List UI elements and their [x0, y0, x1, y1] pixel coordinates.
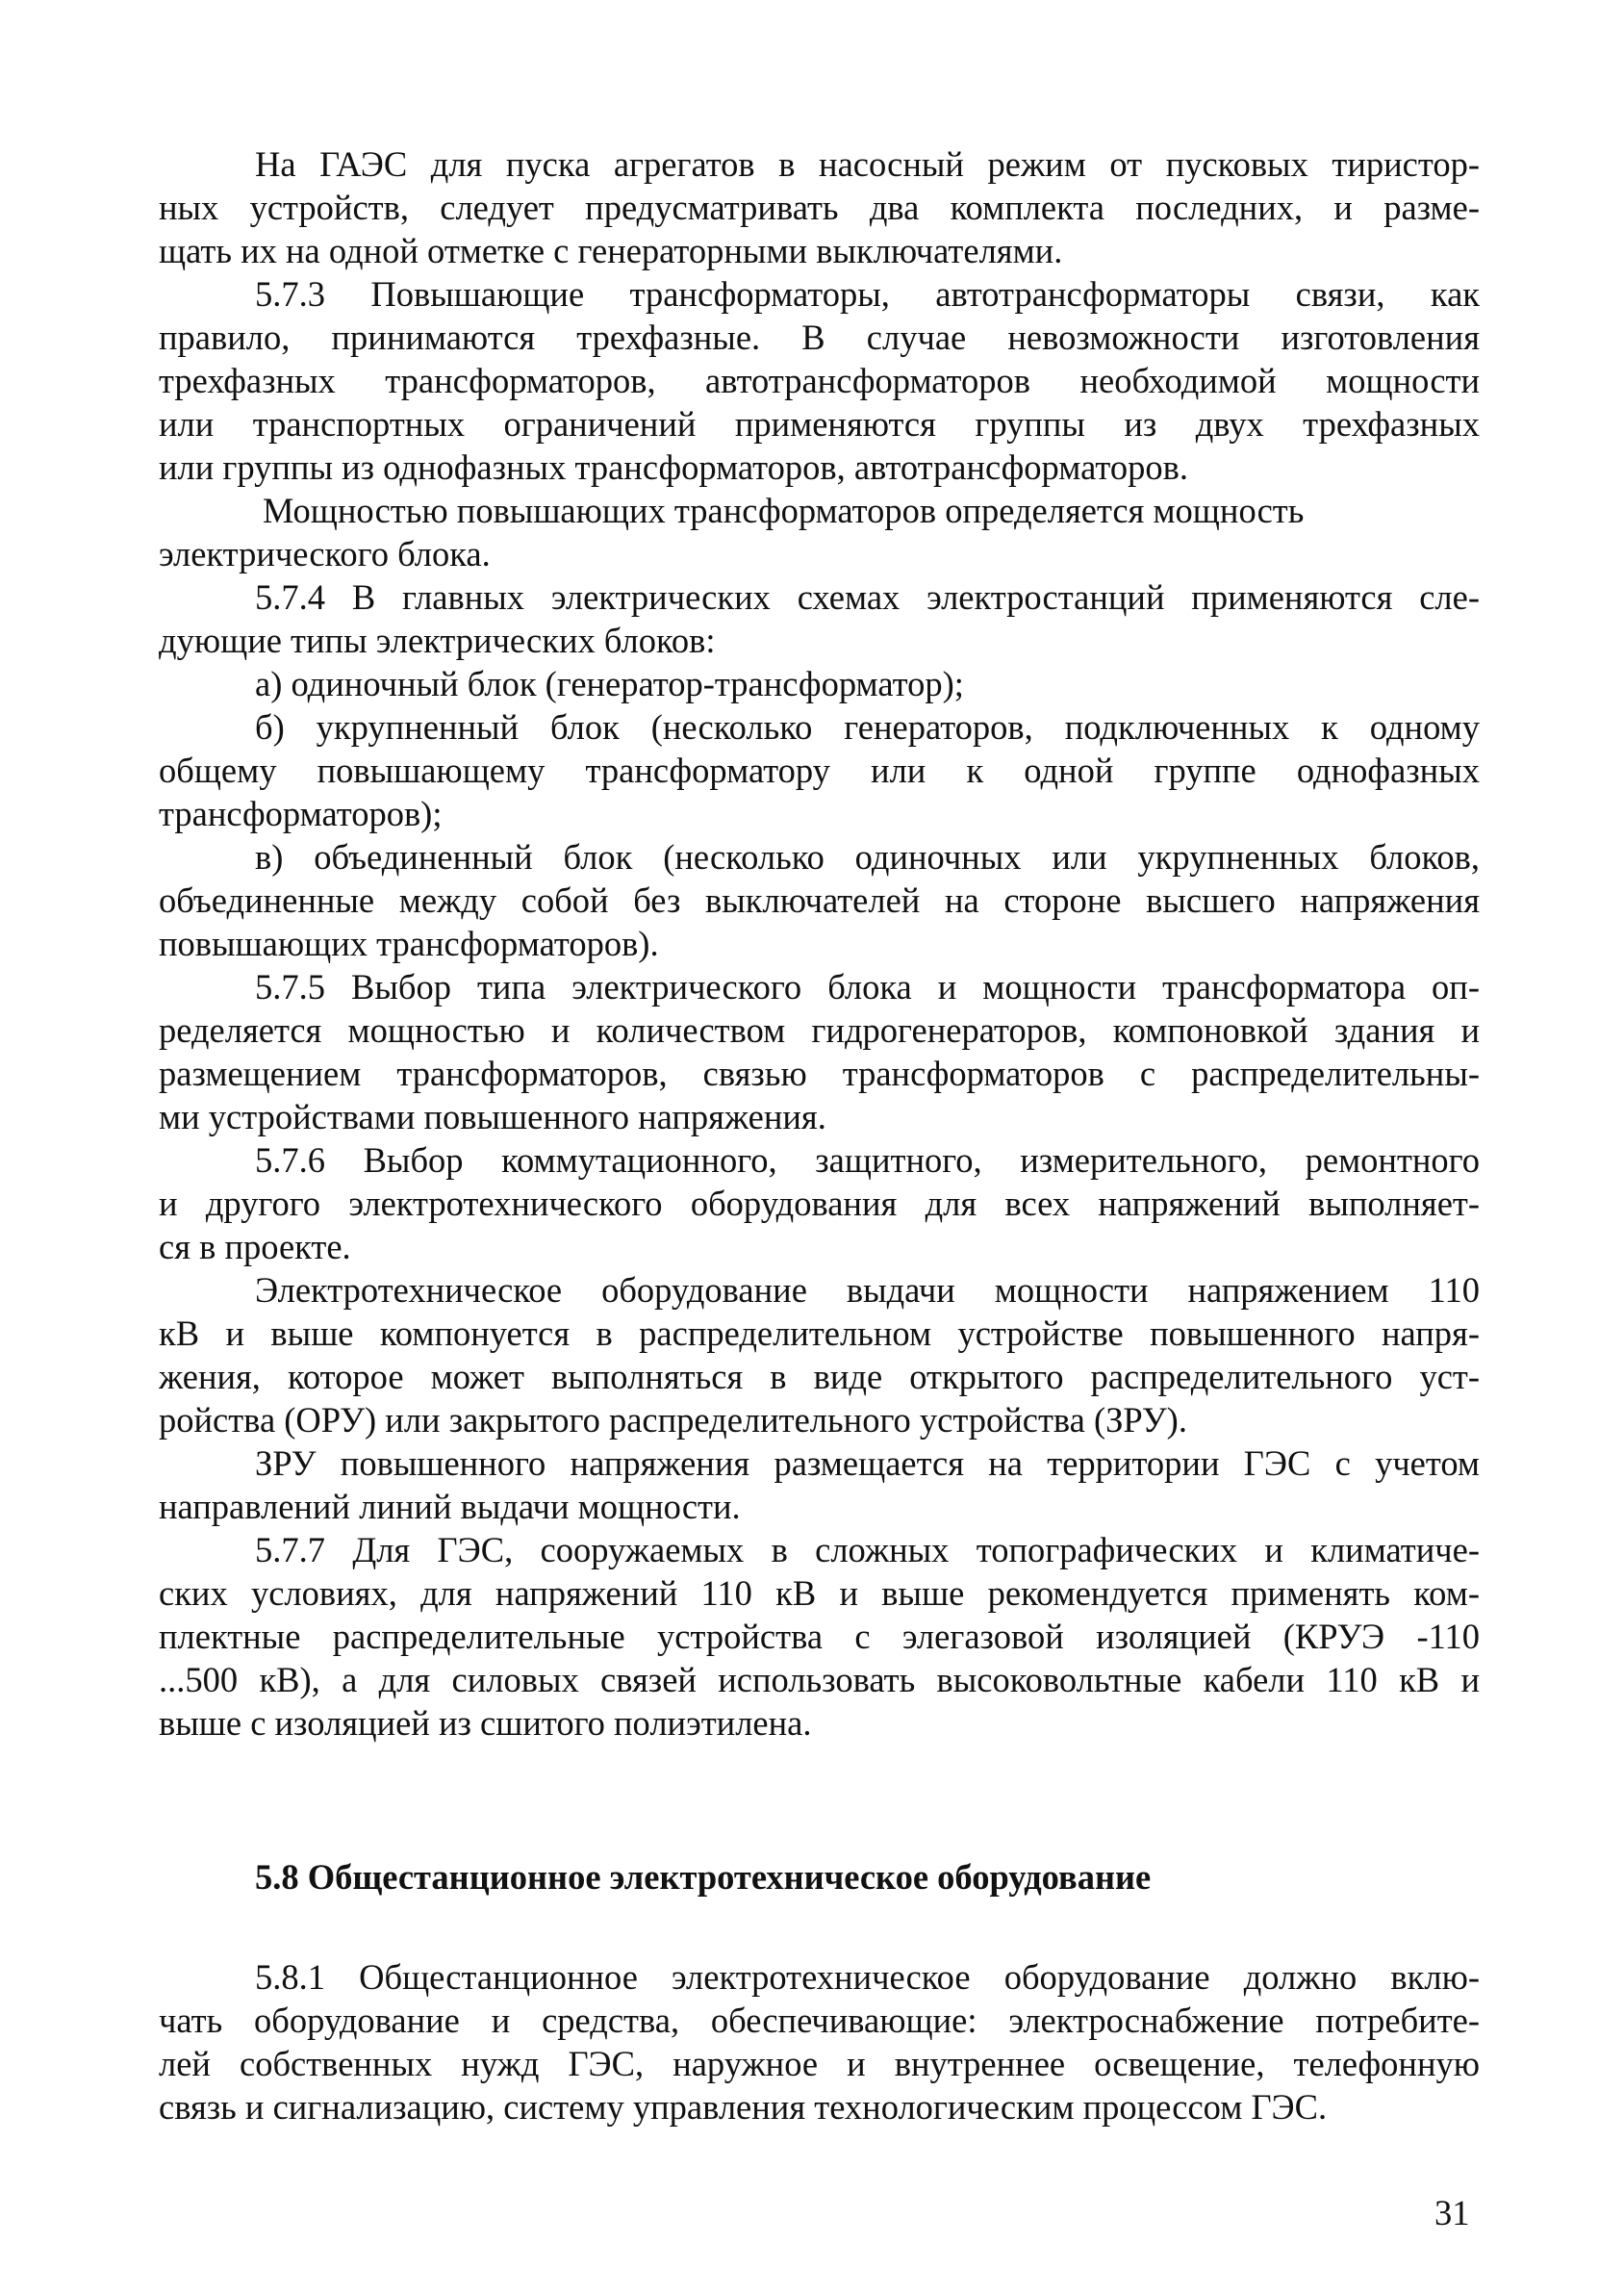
section-heading: 5.8 Общестанционное электротехническое оборудование [255, 1857, 1152, 1897]
text-line: выше с изоляцией из сшитого полиэтилена. [159, 1703, 812, 1743]
list-item: а) одиночный блок (генератор-трансформатор); [255, 664, 964, 703]
text-line: дующие типы электрических блоков: [159, 621, 716, 660]
text-line: ределяется мощностью и количеством гидрогенераторов, компоновкой здания и [159, 1010, 1480, 1050]
text-line: 5.8.1 Общестанционное электротехническое оборудование должно вклю- [255, 1957, 1480, 1997]
text-line: Мощностью повышающих трансформаторов определяется мощность [263, 491, 1305, 530]
text-line: правило, принимаются трехфазные. В случае невозможности изготовления [159, 318, 1480, 357]
text-line: 5.7.3 Повышающие трансформаторы, автотрансформаторы связи, как [255, 274, 1480, 314]
text-line: На ГАЭС для пуска агрегатов в насосный режим от пусковых тиристор- [255, 144, 1480, 184]
text-line: направлений линий выдачи мощности. [159, 1487, 741, 1526]
text-line: или транспортных ограничений применяются группы из двух трехфазных [159, 404, 1480, 444]
text-line: кВ и выше компонуется в распределительном устройстве повышенного напря- [159, 1313, 1480, 1353]
text-line: связь и сигнализацию, систему управления технологическим процессом ГЭС. [159, 2087, 1328, 2127]
text-line: трехфазных трансформаторов, автотрансформаторов необходимой мощности [159, 361, 1480, 400]
list-item: в) объединенный блок (несколько одиночных или укрупненных блоков, [255, 837, 1480, 877]
text-line: лей собственных нужд ГЭС, наружное и внутреннее освещение, телефонную [159, 2044, 1480, 2083]
text-line: жения, которое может выполняться в виде открытого распределительного уст- [159, 1357, 1480, 1396]
text-line: ми устройствами повышенного напряжения. [159, 1097, 826, 1136]
text-line: или группы из однофазных трансформаторов, автотрансформаторов. [159, 447, 1188, 487]
text-line: 5.7.7 Для ГЭС, сооружаемых в сложных топографических и климатиче- [255, 1530, 1480, 1569]
text-line: чать оборудование и средства, обеспечивающие: электроснабжение потребите- [159, 2001, 1480, 2040]
text-line: размещением трансформаторов, связью трансформаторов с распределительны- [159, 1054, 1480, 1093]
text-line: ...500 кВ), а для силовых связей использовать высоковольтные кабели 110 кВ и [159, 1660, 1480, 1699]
text-line: ЗРУ повышенного напряжения размещается на территории ГЭС с учетом [255, 1443, 1480, 1483]
text-line: щать их на одной отметке с генераторными выключателями. [159, 231, 1063, 270]
text-line: ся в проекте. [159, 1227, 351, 1266]
text-line: ройства (ОРУ) или закрытого распределительного устройства (ЗРУ). [159, 1400, 1187, 1440]
text-line: ных устройств, следует предусматривать два комплекта последних, и разме- [159, 188, 1480, 227]
text-line: 5.7.6 Выбор коммутационного, защитного, измерительного, ремонтного [255, 1140, 1480, 1180]
document-body [159, 142, 1480, 1745]
page-number: 31 [1434, 2193, 1470, 2232]
text-line: 5.7.4 В главных электрических схемах электростанций применяются сле- [255, 577, 1480, 617]
text-line: Электротехническое оборудование выдачи мощности напряжением 110 [255, 1270, 1480, 1310]
text-line: ских условиях, для напряжений 110 кВ и выше рекомендуется применять ком- [159, 1573, 1480, 1613]
text-line: 5.7.5 Выбор типа электрического блока и мощности трансформатора оп- [255, 967, 1480, 1007]
text-line: общему повышающему трансформатору или к одной группе однофазных [159, 751, 1480, 790]
text-line: электрического блока. [159, 534, 491, 574]
text-line: плектные распределительные устройства с элегазовой изоляцией (КРУЭ -110 [159, 1617, 1480, 1656]
section-body [159, 1955, 1480, 2129]
text-line: трансформаторов); [159, 794, 443, 833]
list-item: б) укрупненный блок (несколько генераторов, подключенных к одному [255, 707, 1480, 747]
text-line: и другого электротехнического оборудования для всех напряжений выполняет- [159, 1184, 1480, 1223]
text-line: объединенные между собой без выключателей на стороне высшего напряжения [159, 880, 1480, 920]
text-line: повышающих трансформаторов). [159, 924, 659, 963]
